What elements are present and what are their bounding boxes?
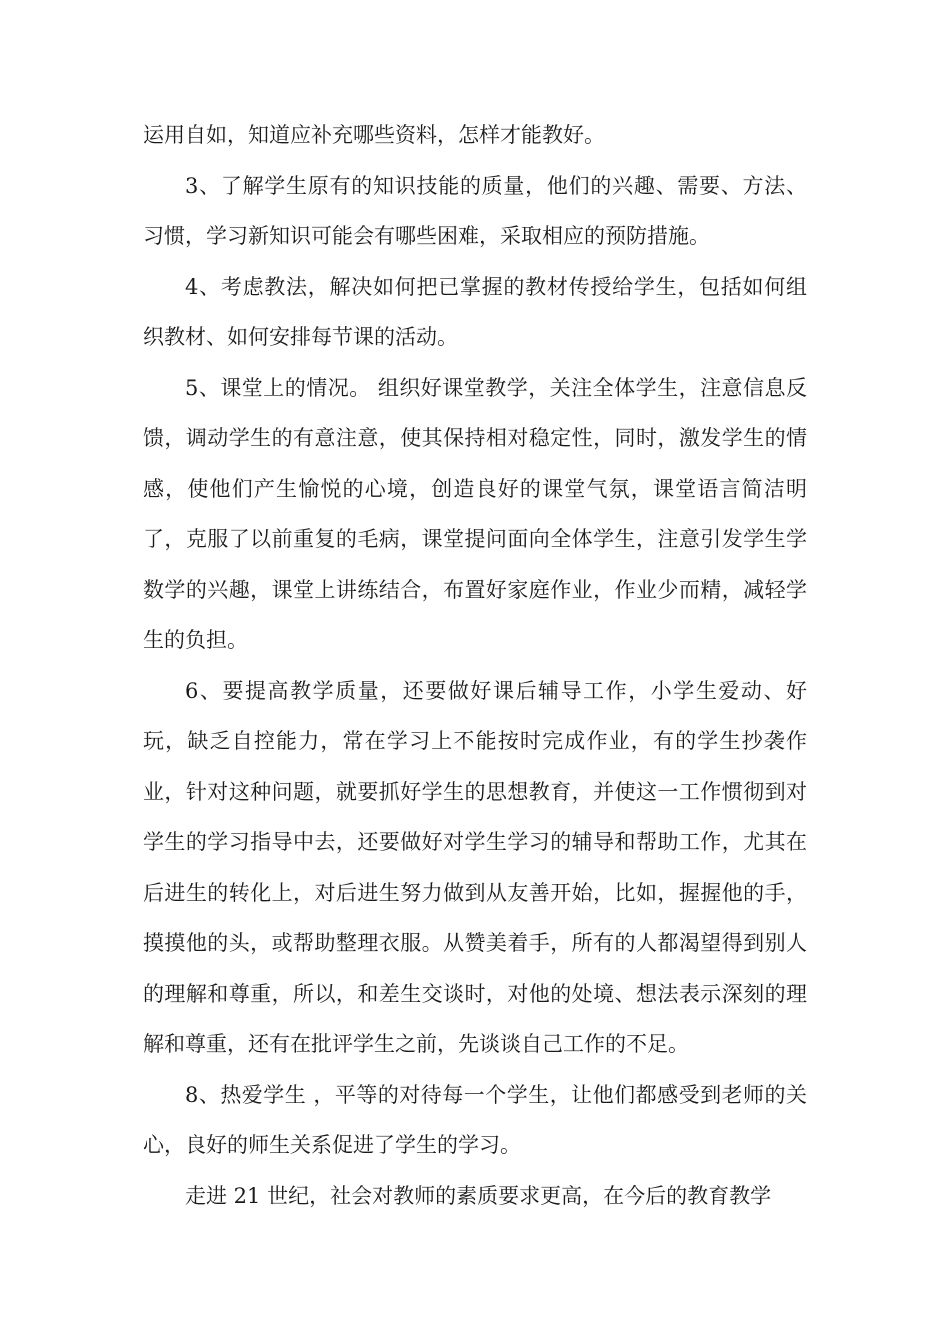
paragraph-item-5: 5、课堂上的情况。 组织好课堂教学，关注全体学生，注意信息反馈，调动学生的有意注意，使其保持相对稳定性，同时，激发学生的情感，使他们产生愉悦的心境，创造良好的课堂气氛，课堂语言简洁明了，克服了以前重复的毛病，课堂提问面向全体学生，注意引发学生学数学的兴趣，课堂上讲练结合，布置好家庭作业，作业少而精，减轻学生的负担。 bbox=[143, 375, 807, 652]
paragraph-continuation: 运用自如，知道应补充哪些资料，怎样才能教好。 bbox=[143, 123, 605, 147]
paragraph-item-4: 4、考虑教法，解决如何把已掌握的教材传授给学生，包括如何组织教材、如何安排每节课的活动。 bbox=[143, 274, 807, 349]
paragraph-closing: 走进 21 世纪，社会对教师的素质要求更高，在今后的教育教学 bbox=[185, 1183, 772, 1208]
document-page bbox=[143, 110, 807, 1221]
paragraph-item-3: 3、了解学生原有的知识技能的质量，他们的兴趣、需要、方法、习惯，学习新知识可能会有哪些困难，采取相应的预防措施。 bbox=[143, 173, 807, 248]
paragraph-item-6: 6、要提高教学质量，还要做好课后辅导工作，小学生爱动、好玩，缺乏自控能力，常在学习上不能按时完成作业，有的学生抄袭作业，针对这种问题，就要抓好学生的思想教育，并使这一工作惯彻到对学生的学习指导中去，还要做好对学生学习的辅导和帮助工作，尤其在后进生的转化上，对后进生努力做到从友善开始，比如，握握他的手，摸摸他的头，或帮助整理衣服。从赞美着手，所有的人都渴望得到别人的理解和尊重，所以，和差生交谈时，对他的处境、想法表示深刻的理解和尊重，还有在批评学生之前，先谈谈自己工作的不足。 bbox=[143, 678, 807, 1056]
paragraph-item-8: 8、热爱学生 ，平等的对待每一个学生，让他们都感受到老师的关心，良好的师生关系促进了学生的学习。 bbox=[143, 1082, 807, 1157]
